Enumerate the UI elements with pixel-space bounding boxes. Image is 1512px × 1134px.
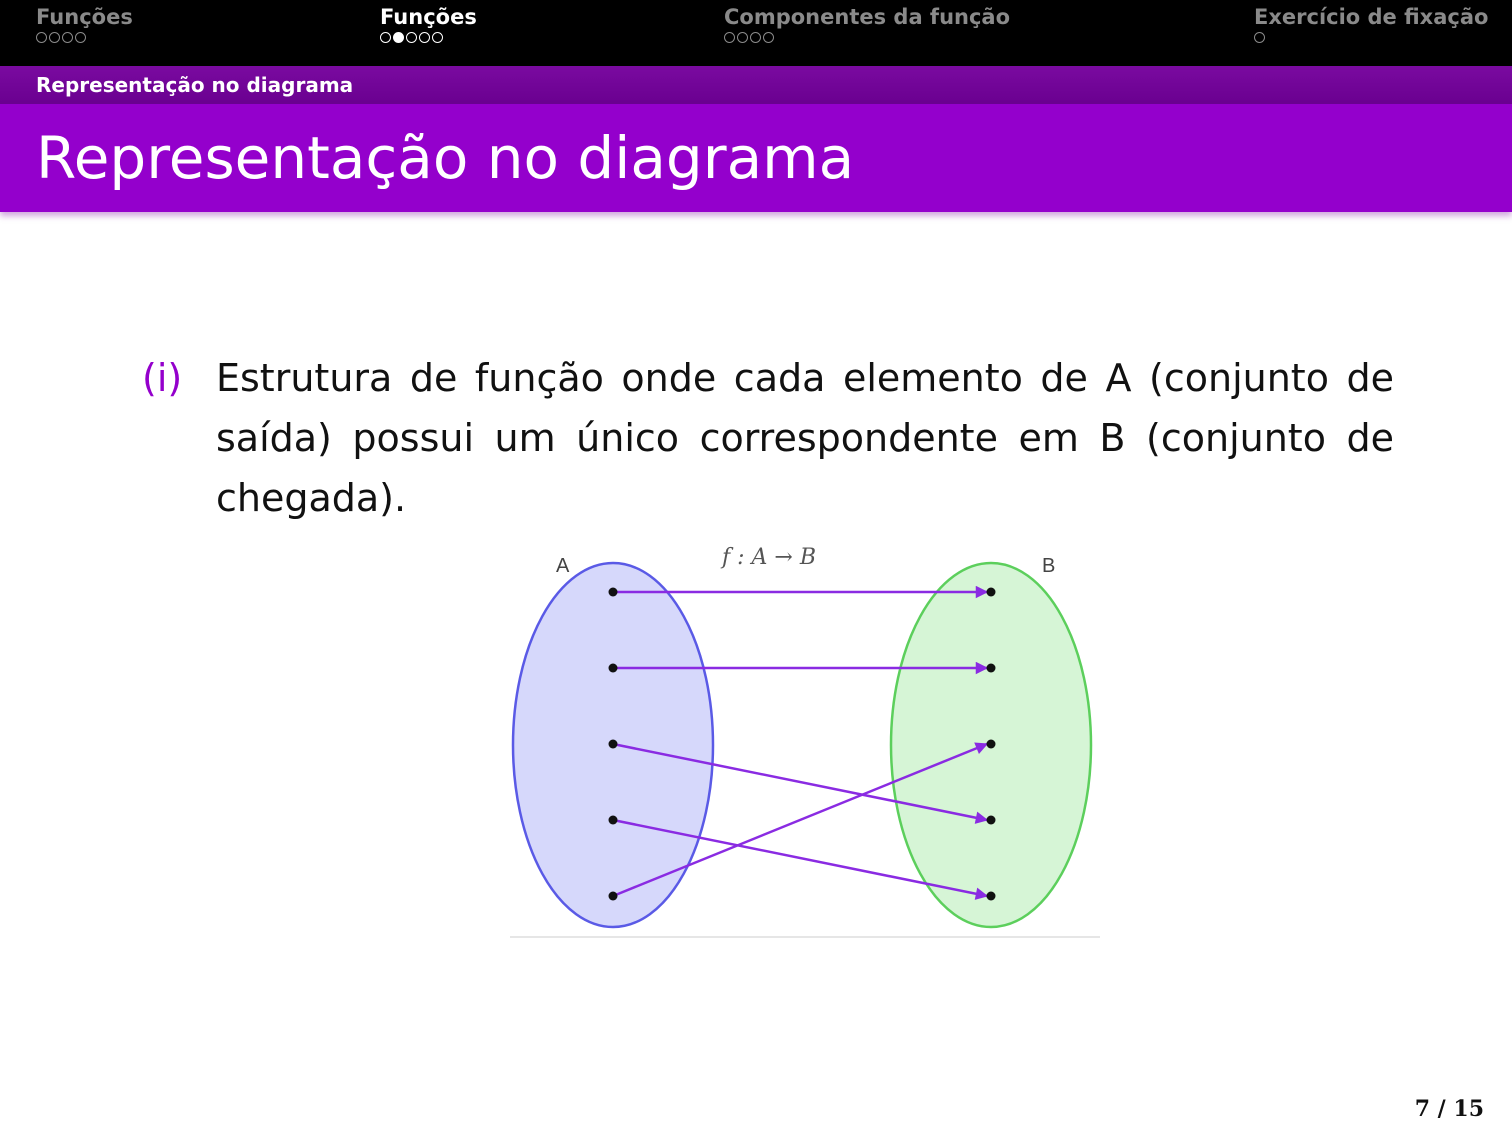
function-label: f : A → B <box>722 545 817 570</box>
nav-dots <box>724 32 1010 43</box>
nav-dot[interactable] <box>406 32 417 43</box>
nav-dot[interactable] <box>380 32 391 43</box>
set-b-element-5 <box>987 892 996 901</box>
subsection-bar <box>0 66 1512 104</box>
nav-section-componentes[interactable] <box>724 4 1010 43</box>
nav-section-exercicio[interactable] <box>1254 4 1488 43</box>
nav-section-label: Funções <box>36 5 133 29</box>
frame-title: Representação no diagrama <box>36 124 855 192</box>
page-number: 7 / 15 <box>1414 1096 1484 1122</box>
nav-dots <box>1254 32 1488 43</box>
subsection-label[interactable]: Representação no diagrama <box>36 73 354 97</box>
set-a-element-1 <box>609 588 618 597</box>
set-a-element-5 <box>609 892 618 901</box>
nav-dot[interactable] <box>724 32 735 43</box>
item-marker: (i) <box>142 356 183 400</box>
set-b-element-4 <box>987 816 996 825</box>
nav-section-label: Exercício de fixação <box>1254 5 1489 29</box>
nav-dots <box>36 32 133 43</box>
set-b-label: B <box>1042 555 1056 577</box>
nav-section-label: Componentes da função <box>724 5 1011 29</box>
set-a-element-2 <box>609 664 618 673</box>
nav-dots <box>380 32 477 43</box>
nav-dot[interactable] <box>432 32 443 43</box>
nav-dot[interactable] <box>750 32 761 43</box>
item-text: Estrutura de função onde cada elemento de A (conjunto de saída) possui um único correspondente em B (conjunto de chegada). <box>216 356 1394 520</box>
set-b-element-1 <box>987 588 996 597</box>
nav-dot-current[interactable] <box>393 32 404 43</box>
nav-section-funcoes-2[interactable] <box>380 4 477 43</box>
nav-dot[interactable] <box>49 32 60 43</box>
nav-dot[interactable] <box>62 32 73 43</box>
navigation-bar <box>0 0 1512 66</box>
diagram-svg <box>508 536 1102 940</box>
set-b-element-3 <box>987 740 996 749</box>
frame-title-bar <box>0 104 1512 212</box>
set-a-label: A <box>556 555 570 577</box>
nav-dot[interactable] <box>419 32 430 43</box>
nav-section-funcoes-1[interactable] <box>36 4 133 43</box>
nav-section-label: Funções <box>380 5 477 29</box>
nav-dot[interactable] <box>737 32 748 43</box>
nav-dot[interactable] <box>75 32 86 43</box>
enumerated-item <box>142 348 1394 528</box>
function-diagram <box>508 536 1102 940</box>
set-a-element-3 <box>609 740 618 749</box>
set-b-element-2 <box>987 664 996 673</box>
nav-dot[interactable] <box>763 32 774 43</box>
nav-dot[interactable] <box>1254 32 1265 43</box>
set-a-element-4 <box>609 816 618 825</box>
nav-dot[interactable] <box>36 32 47 43</box>
